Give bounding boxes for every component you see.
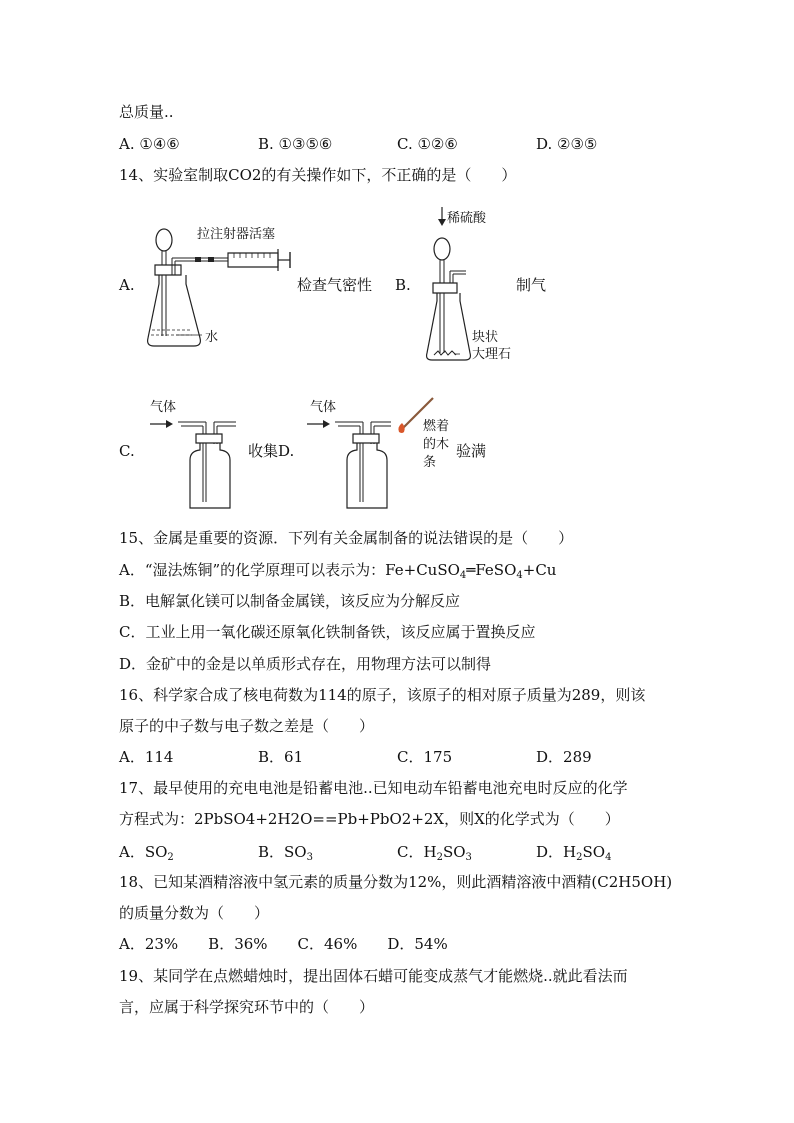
q14-option-c-letter: C. bbox=[119, 442, 135, 460]
q15-option-d: D．金矿中的金是以单质形式存在，用物理方法可以制得 bbox=[119, 655, 492, 673]
q14-c-caption: 收集D. bbox=[248, 442, 295, 460]
q15-option-a: A．“湿法炼铜”的化学原理可以表示为：Fe+CuSO$_4$═FeSO$_4$+Cu bbox=[119, 561, 557, 581]
q16-stem-line-1: 16、科学家合成了核电荷数为114的原子，该原子的相对原子质量为289，则该 bbox=[119, 686, 646, 704]
q16-option-b: B．61 bbox=[258, 748, 304, 766]
q13-option-b: B. ①③⑤⑥ bbox=[258, 135, 333, 153]
q14-option-b-letter: B. bbox=[395, 276, 411, 294]
q14-d-splint-label-3: 条 bbox=[423, 455, 437, 470]
q14-option-a-letter: A. bbox=[119, 276, 135, 294]
q13-option-d: D. ②③⑤ bbox=[536, 135, 598, 153]
q13-option-a: A. ①④⑥ bbox=[119, 135, 180, 153]
q17-option-d: D．$H_2SO_4$ bbox=[536, 843, 612, 863]
q14-b-solid-label-1: 块状 bbox=[472, 330, 499, 345]
q14-stem: 14、实验室制取CO2的有关操作如下，不正确的是（ ） bbox=[119, 166, 517, 184]
q18-options: A．23% B．36% C．46% D．54% bbox=[119, 935, 448, 953]
q17-option-c: C．$H_2SO_3$ bbox=[397, 843, 472, 863]
q19-stem-line-2: 言，应属于科学探究环节中的（ ） bbox=[119, 998, 375, 1016]
q16-stem-line-2: 原子的中子数与电子数之差是（ ） bbox=[119, 717, 375, 735]
q15-option-b: B．电解氯化镁可以制备金属镁，该反应为分解反应 bbox=[119, 592, 461, 610]
q17-stem-line-1: 17、最早使用的充电电池是铅蓄电池..已知电动车铅蓄电池充电时反应的化学 bbox=[119, 779, 628, 797]
q14-b-acid-label: 稀硫酸 bbox=[447, 211, 487, 226]
q18-stem-line-1: 18、已知某酒精溶液中氢元素的质量分数为12%，则此酒精溶液中酒精(C2H5OH) bbox=[119, 873, 673, 891]
q14-a-caption: 检查气密性 bbox=[297, 276, 373, 294]
q18-stem-line-2: 的质量分数为（ ） bbox=[119, 904, 270, 922]
q16-option-a: A．114 bbox=[119, 748, 174, 766]
q14-b-solid-label-2: 大理石 bbox=[472, 347, 512, 362]
q14-d-splint-label-2: 的木 bbox=[423, 437, 450, 452]
q14-c-gas-label: 气体 bbox=[150, 400, 177, 415]
q14-a-water-label: 水 bbox=[205, 330, 219, 345]
q14-d-caption: 验满 bbox=[456, 442, 487, 460]
q15-stem: 15、金属是重要的资源．下列有关金属制备的说法错误的是（ ） bbox=[119, 529, 574, 547]
q17-option-b: B．$SO_3$ bbox=[258, 843, 313, 863]
q16-option-d: D．289 bbox=[536, 748, 592, 766]
q14-b-caption: 制气 bbox=[516, 276, 547, 294]
q19-stem-line-1: 19、某同学在点燃蜡烛时，提出固体石蜡可能变成蒸气才能燃烧..就此看法而 bbox=[119, 967, 628, 985]
q17-stem-line-2: 方程式为：2PbSO4+2H2O==Pb+PbO2+2X，则X的化学式为（ ） bbox=[119, 810, 620, 828]
q14-c-collection-diagram bbox=[148, 414, 243, 514]
q15-option-c: C．工业上用一氧化碳还原氧化铁制备铁，该反应属于置换反应 bbox=[119, 623, 536, 641]
q16-option-c: C．175 bbox=[397, 748, 453, 766]
q13-option-c: C. ①②⑥ bbox=[397, 135, 458, 153]
q13-stem-tail: 总质量.. bbox=[119, 103, 174, 121]
q14-d-gas-label: 气体 bbox=[310, 400, 337, 415]
q14-d-splint-label-1: 燃着 bbox=[423, 419, 450, 434]
q14-a-syringe-label: 拉注射器活塞 bbox=[197, 227, 276, 242]
q17-option-a: A．$SO_2$ bbox=[119, 843, 174, 863]
